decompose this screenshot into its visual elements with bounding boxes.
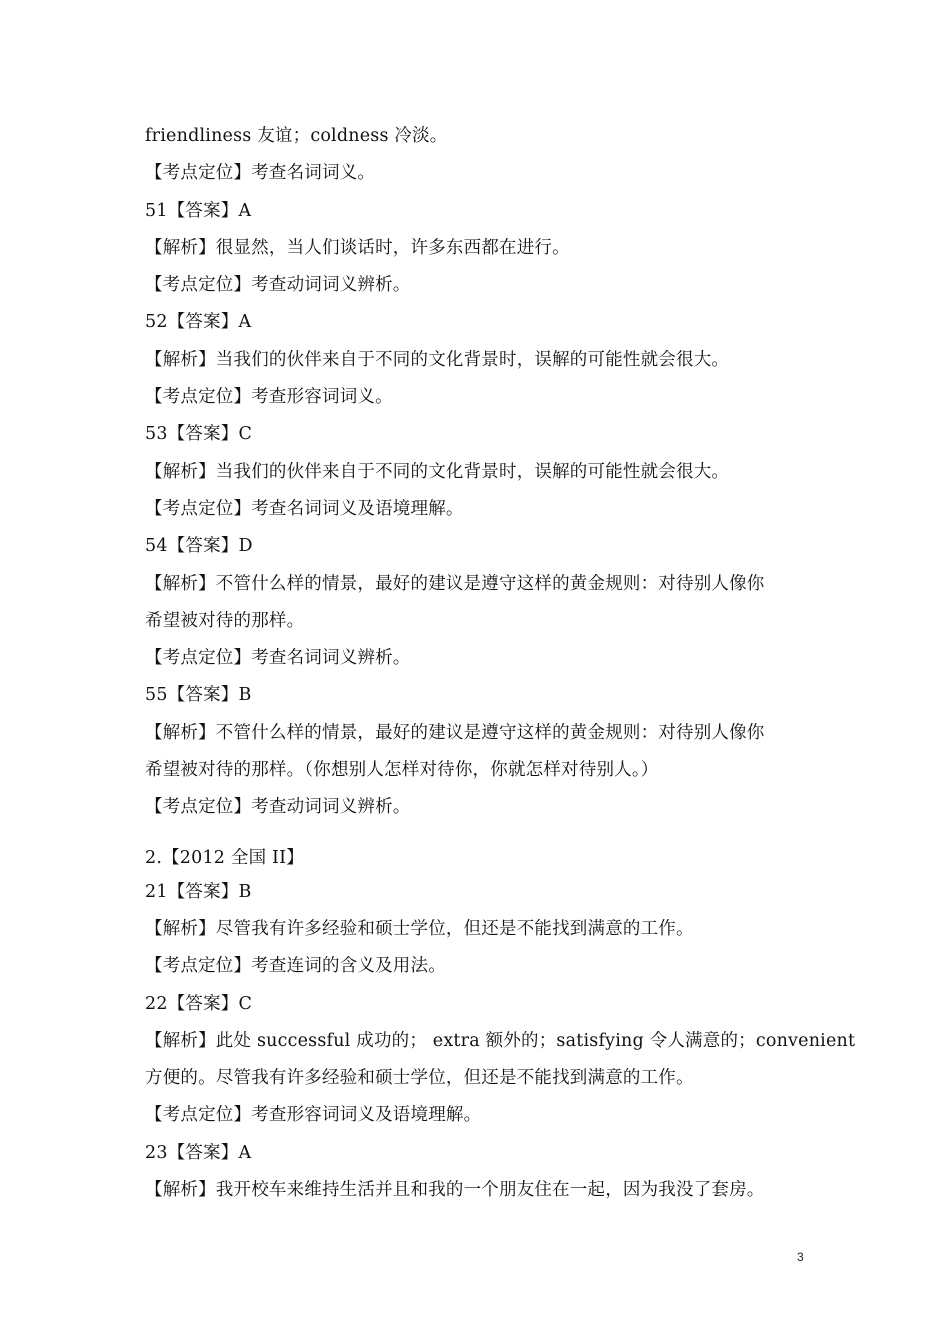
analysis-line: 【解析】此处 successful 成功的； extra 额外的；satisfying 令人满意的；convenient bbox=[145, 1030, 856, 1051]
analysis-line: 【解析】当我们的伙伴来自于不同的文化背景时，误解的可能性就会很大。 bbox=[145, 461, 730, 482]
analysis-line: 【解析】不管什么样的情景，最好的建议是遵守这样的黄金规则：对待别人像你 bbox=[145, 573, 765, 594]
analysis-line-continued: 希望被对待的那样。（你想别人怎样对待你，你就怎样对待别人。） bbox=[145, 760, 659, 781]
test-point-line: 【考点定位】考查名词词义及语境理解。 bbox=[145, 498, 464, 519]
answer-line: 21【答案】B bbox=[145, 881, 252, 902]
test-point-line: 【考点定位】考查连词的含义及用法。 bbox=[145, 956, 446, 977]
test-point-line: 【考点定位】考查形容词词义。 bbox=[145, 387, 393, 408]
analysis-line: 【解析】尽管我有许多经验和硕士学位，但还是不能找到满意的工作。 bbox=[145, 918, 694, 939]
page-number: 3 bbox=[797, 1250, 804, 1264]
answer-line: 53【答案】C bbox=[145, 424, 253, 445]
analysis-line: 【解析】我开校车来维持生活并且和我的一个朋友住在一起，因为我没了套房。 bbox=[145, 1180, 765, 1201]
analysis-line: 【解析】不管什么样的情景，最好的建议是遵守这样的黄金规则：对待别人像你 bbox=[145, 722, 765, 743]
analysis-line-continued: 方便的。尽管我有许多经验和硕士学位，但还是不能找到满意的工作。 bbox=[145, 1068, 694, 1089]
section-heading: 2.【2012 全国 II】 bbox=[145, 847, 304, 868]
document-body bbox=[145, 118, 856, 1209]
test-point-line: 【考点定位】考查动词词义辨析。 bbox=[145, 275, 411, 296]
analysis-line: 【解析】很显然，当人们谈话时，许多东西都在进行。 bbox=[145, 237, 570, 258]
answer-line: 23【答案】A bbox=[145, 1142, 252, 1163]
text-line: friendliness 友谊；coldness 冷淡。 bbox=[145, 126, 448, 146]
answer-line: 51【答案】A bbox=[145, 200, 252, 221]
test-point-line: 【考点定位】考查形容词词义及语境理解。 bbox=[145, 1105, 482, 1126]
analysis-line: 【解析】当我们的伙伴来自于不同的文化背景时，误解的可能性就会很大。 bbox=[145, 349, 730, 370]
test-point-line: 【考点定位】考查名词词义辨析。 bbox=[145, 648, 411, 669]
answer-line: 22【答案】C bbox=[145, 993, 253, 1014]
answer-line: 52【答案】A bbox=[145, 312, 252, 333]
section-gap bbox=[145, 827, 815, 843]
answer-line: 55【答案】B bbox=[145, 685, 252, 706]
answer-line: 54【答案】D bbox=[145, 536, 253, 557]
text-line: 【考点定位】考查名词词义。 bbox=[145, 163, 376, 184]
test-point-line: 【考点定位】考查动词词义辨析。 bbox=[145, 797, 411, 818]
analysis-line-continued: 希望被对待的那样。 bbox=[145, 610, 305, 631]
